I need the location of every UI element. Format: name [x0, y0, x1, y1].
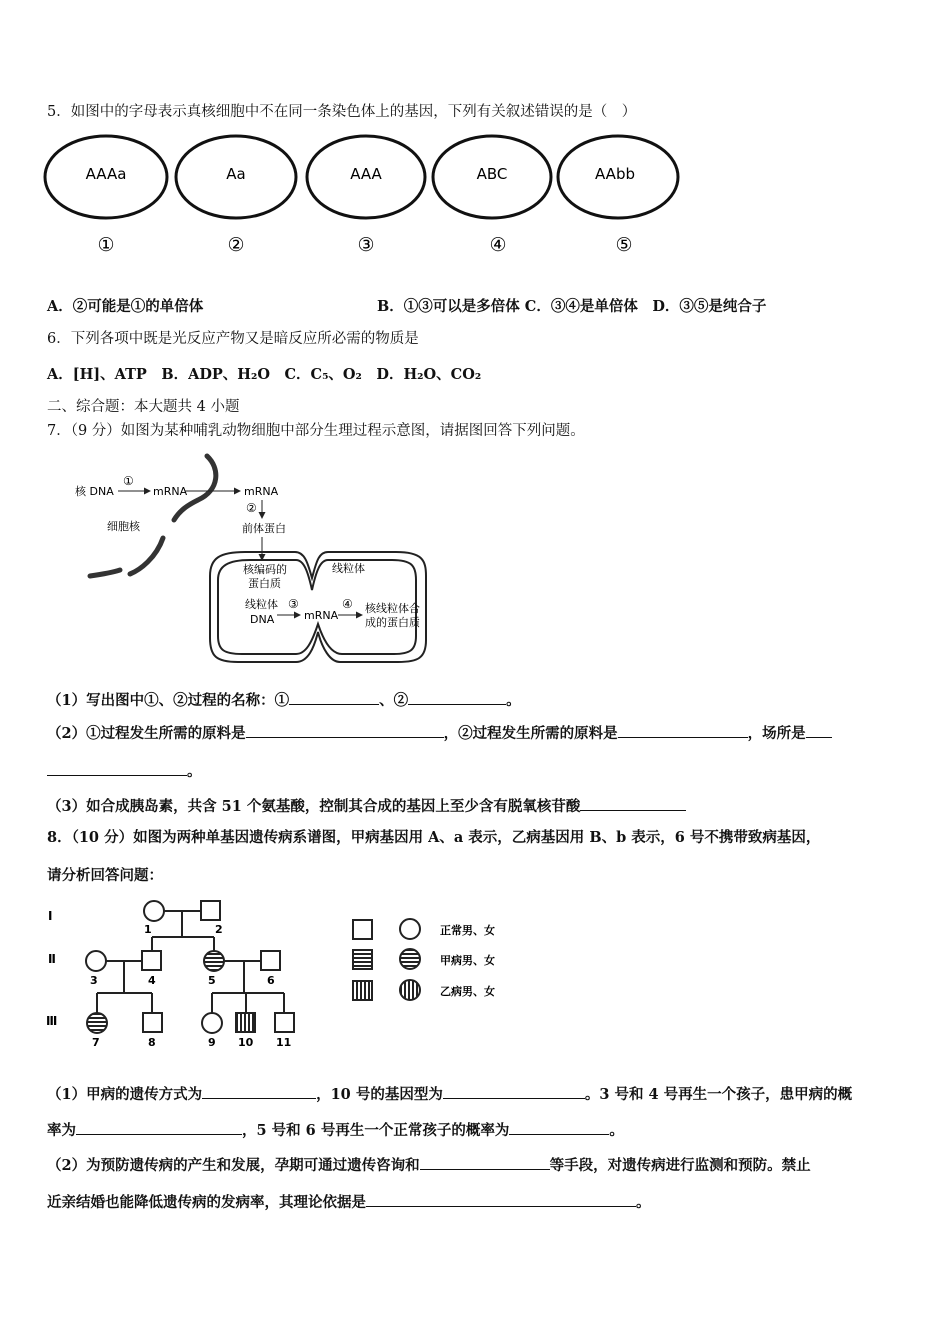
label-mito-dna-2: DNA [250, 613, 275, 626]
q8-p2-text: （2）为预防遗传病的产生和发展，孕期可通过遗传咨询和 [47, 1157, 420, 1174]
individual-2 [201, 901, 220, 920]
individual-6 [261, 951, 280, 970]
legend-a-label: 甲病男、女 [440, 954, 495, 967]
q7-blank-5b[interactable] [47, 760, 187, 776]
q8-stem-line-2: 请分析回答问题： [47, 867, 163, 884]
q7-blank-2[interactable] [408, 689, 506, 705]
cell-2 [176, 136, 296, 256]
individual-1 [144, 901, 164, 921]
q6-options: A．[H]、ATP B．ADP、H₂O C．C₅、O₂ D．H₂O、CO₂ [47, 366, 482, 383]
label-step-2: ② [246, 501, 257, 515]
nuclear-envelope-tail [90, 570, 120, 576]
q8-p1-text-4: 率为 [47, 1122, 76, 1139]
label-combined-protein-2: 成的蛋白质 [365, 616, 420, 629]
q8-stem-line-1: 8．（10 分）如图为两种单基因遗传病系谱图，甲病基因用 A、a 表示，乙病基因用 B、b 表示，6 号不携带致病基因， [47, 829, 821, 846]
q7-blank-1[interactable] [289, 689, 379, 705]
individual-10 [236, 1013, 255, 1032]
q7-part-2-cont [47, 760, 202, 782]
individual-4 [142, 951, 161, 970]
q7-p2-text-2: ，②过程发生所需的原料是 [443, 725, 618, 742]
individual-5 [204, 951, 224, 971]
label-nuclear-dna: 核 DNA [75, 485, 114, 498]
q7-p2-end: 。 [187, 763, 202, 780]
q7-p3-text: （3）如合成胰岛素，共含 51 个氨基酸，控制其合成的基因上至少含有脱氧核苷酸 [47, 798, 581, 815]
q8-p2-end: 。 [636, 1194, 651, 1211]
q8-blank-4[interactable] [509, 1119, 609, 1135]
q8-part-1-cont [47, 1119, 624, 1141]
label-combined-protein-1: 核线粒体合 [365, 602, 420, 615]
individual-11 [275, 1013, 294, 1032]
label-mrna-mito: mRNA [304, 609, 339, 622]
cell-4-genes: ABC [476, 165, 508, 183]
q7-p1-text: （1）写出图中①、②过程的名称：① [47, 692, 290, 709]
label-step-1: ① [123, 474, 134, 488]
legend-b-label: 乙病男、女 [440, 985, 495, 998]
q5-cell-figure [40, 130, 690, 265]
label-step-3: ③ [288, 597, 299, 611]
q8-blank-2[interactable] [443, 1083, 585, 1099]
label-step-4: ④ [342, 597, 353, 611]
q5-option-a: A．②可能是①的单倍体 [47, 298, 204, 315]
q7-p2-text-3: ，场所是 [747, 725, 806, 742]
q5-stem: 5．如图中的字母表示真核细胞中不在同一条染色体上的基因，下列有关叙述错误的是（ ） [47, 104, 637, 120]
nuclear-envelope-lower [130, 538, 163, 574]
id-7: 7 [92, 1036, 100, 1049]
id-2: 2 [215, 923, 223, 936]
generation-2: Ⅱ [48, 952, 56, 966]
q8-blank-1[interactable] [202, 1083, 316, 1099]
id-1: 1 [144, 923, 152, 936]
q8-part-1 [47, 1083, 852, 1105]
q8-part-2-cont [47, 1191, 651, 1213]
cell-5-label: ⑤ [615, 234, 633, 256]
cell-4-label: ④ [489, 234, 507, 256]
id-10: 10 [238, 1036, 254, 1049]
q7-diagram [60, 448, 460, 668]
label-nucleus: 细胞核 [107, 520, 140, 533]
q6-stem: 6．下列各项中既是光反应产物又是暗反应所必需的物质是 [47, 331, 419, 347]
legend-normal-male [353, 920, 372, 939]
id-9: 9 [208, 1036, 216, 1049]
individual-9 [202, 1013, 222, 1033]
q7-p1-text-2: 、② [379, 692, 409, 709]
q7-p1-end: 。 [506, 692, 521, 709]
q8-p1-end: 。 [609, 1122, 624, 1139]
cell-1-genes: AAAa [85, 165, 127, 183]
legend-a-male [353, 950, 372, 969]
q8-part-2 [47, 1154, 811, 1176]
label-mrna-cytoplasm: mRNA [244, 485, 279, 498]
q7-blank-6[interactable] [580, 795, 686, 811]
q8-pedigree [40, 893, 520, 1053]
label-nuclear-protein-1: 核编码的 [243, 563, 287, 576]
cell-3 [307, 136, 425, 256]
id-3: 3 [90, 974, 98, 987]
cell-4 [433, 136, 551, 256]
cell-1 [45, 136, 167, 256]
label-mrna-nucleus: mRNA [153, 485, 188, 498]
individual-8 [143, 1013, 162, 1032]
section-2-heading: 二、综合题：本大题共 4 小题 [47, 399, 240, 415]
cell-3-genes: AAA [350, 165, 382, 183]
q7-blank-5a[interactable] [806, 722, 832, 738]
q8-p2-text-2: 等手段，对遗传病进行监测和预防。禁止 [549, 1157, 811, 1174]
q7-blank-4[interactable] [618, 722, 748, 738]
label-nuclear-protein-2: 蛋白质 [248, 577, 281, 590]
q7-stem: 7．（9 分）如图为某种哺乳动物细胞中部分生理过程示意图，请据图回答下列问题。 [47, 423, 585, 439]
label-mitochondrion: 线粒体 [332, 562, 365, 575]
q5-options-bcd: B．①③可以是多倍体 C．③④是单倍体 D．③⑤是纯合子 [377, 298, 767, 315]
q7-p2-text: （2）①过程发生所需的原料是 [47, 725, 246, 742]
cell-2-genes: Aa [226, 165, 246, 183]
cell-5-genes: AAbb [595, 165, 635, 183]
cell-2-label: ② [227, 234, 245, 256]
q8-blank-6[interactable] [366, 1191, 636, 1207]
id-6: 6 [267, 974, 275, 987]
generation-1: Ⅰ [48, 909, 53, 923]
q7-part-1 [47, 689, 521, 711]
legend-b-male [353, 981, 372, 1000]
q8-blank-3[interactable] [76, 1119, 242, 1135]
label-precursor-protein: 前体蛋白 [242, 522, 286, 535]
cell-5 [558, 136, 678, 256]
q8-p1-text-5: ，5 号和 6 号再生一个正常孩子的概率为 [242, 1122, 510, 1139]
q7-blank-3[interactable] [246, 722, 444, 738]
individual-3 [86, 951, 106, 971]
id-5: 5 [208, 974, 216, 987]
q8-p1-text-2: ，10 号的基因型为 [316, 1086, 443, 1103]
q8-blank-5[interactable] [420, 1154, 550, 1170]
q7-part-2 [47, 722, 832, 744]
label-mito-dna-1: 线粒体 [245, 598, 278, 611]
q8-p1-text-3: 。3 号和 4 号再生一个孩子，患甲病的概 [584, 1086, 853, 1103]
id-8: 8 [148, 1036, 156, 1049]
generation-3: Ⅲ [46, 1014, 58, 1028]
cell-1-label: ① [97, 234, 115, 256]
q8-p2-text-3: 近亲结婚也能降低遗传病的发病率，其理论依据是 [47, 1194, 366, 1211]
q7-part-3 [47, 795, 686, 817]
legend-normal-female [400, 919, 420, 939]
legend-b-female [400, 980, 420, 1000]
id-11: 11 [276, 1036, 292, 1049]
cell-3-label: ③ [357, 234, 375, 256]
id-4: 4 [148, 974, 156, 987]
q8-p1-text: （1）甲病的遗传方式为 [47, 1086, 203, 1103]
legend-a-female [400, 949, 420, 969]
individual-7 [87, 1013, 107, 1033]
legend-normal-label: 正常男、女 [440, 924, 495, 937]
